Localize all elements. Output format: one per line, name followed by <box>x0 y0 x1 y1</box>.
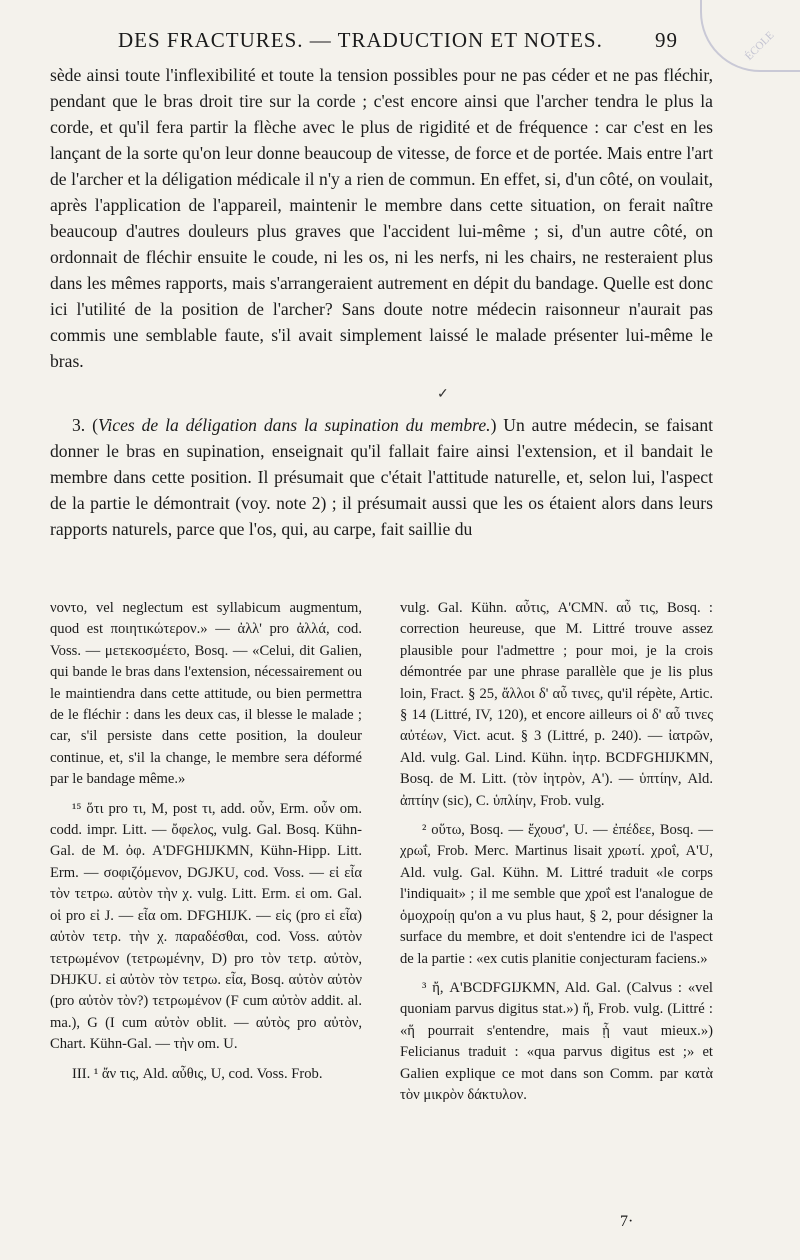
page-number: 99 <box>655 28 678 52</box>
footnotes-left-column <box>50 598 362 1085</box>
stamp-text: ÉCOLE <box>742 29 777 63</box>
running-header <box>118 28 678 54</box>
note-III-1: III. ¹ ἄν τις, Ald. αὖθις, U, cod. Voss. Frob. <box>72 1065 323 1082</box>
running-title: DES FRACTURES. — TRADUCTION ET NOTES. <box>118 28 603 52</box>
note-continuation: νοντο, vel neglectum est syllabicum augmentum, quod est ποιητικώτερον.» — ἀλλ' pro ἀλλά, cod. Voss. — μετεκοσμέετο, Bosq. — «Celui, dit Galien, qui bande le bras dans l'extension, nécessairement ou le maintiendra dans cette attitude, ou bien permettra de le fléchir : dans les deux cas, il blesse le malade ; car, s'il persiste dans cette position, la douleur continue, et, s'il la change, le membre sera déformé par le bandage même.» <box>50 600 362 788</box>
paragraph-2 <box>50 412 713 542</box>
section-mark: ✓ <box>437 387 449 402</box>
paragraph-2-heading: Vices de la déligation dans la supination du membre. <box>97 415 491 435</box>
paragraph-2-body: ) Un autre médecin, se faisant donner le bras en supination, enseignait qu'il fallait faire ainsi l'extension, et il bandait le membre dans cette position. Il présumait que c'était l'attitude naturelle, et, selon lui, l'aspect de la partie le démontrait (voy. note 2) ; il présumait aussi que les os étaient alors dans leurs rapports naturels, parce que l'os, qui, au carpe, fait saillie du <box>50 415 714 539</box>
paragraph-1: sède ainsi toute l'inflexibilité et toute la tension possibles pour ne pas céder et ne pas fléchir, pendant que le bras droit tire sur la corde ; c'est encore ainsi que l'archer tendra le plus la corde, et qu'il fera partir la flèche avec le plus de rigidité et de fréquence : car c'est en les lançant de la sorte qu'on leur donne beaucoup de vitesse, de force et de portée. Mais entre l'art de l'archer et la déligation médicale il n'y a rien de commun. En effet, si, d'un côté, on voulait, après l'application de l'appareil, maintenir le membre dans cette situation, on ferait naître beaucoup d'autres douleurs plus graves que l'accident lui-même ; si, d'un autre côté, on ordonnait de fléchir ensuite le coude, ni les os, ni les nerfs, ni les chairs, ne resteraient plus dans les mêmes rapports, mais s'arrangeraient autrement en dépit du bandage. Quelle est donc ici l'utilité de la position de l'archer? Sans doute notre médecin raisonneur n'aurait pas commis une semblable faute, s'il avait simplement laissé le malade présenter lui-même le bras. <box>50 65 713 371</box>
note-1-continued: vulg. Gal. Kühn. αὖτις, A'CMN. αὖ τις, Bosq. : correction heureuse, que M. Littré trouve assez plausible pour l'admettre ; pour moi, je la crois démontrée par une phrase parallèle que je lis plus loin, Fract. § 25, ἄλλοι δ' αὖ τινες, qu'il répète, Artic. § 14 (Littré, IV, 120), et encore ailleurs οἱ δ' αὖ τινες αὐτέων, Vict. acut. § 3 (Littré, p. 240). — ἰατρῶν, Ald. vulg. Gal. Lind. Kühn. ἰητρ. BCDFGHIJKMN, Bosq. de M. Litt. (τὸν ἰητρὸν, A'). — ὑπτίην, Ald. ἀπτίην (sic), C. ὑπλίην, Frob. vulg. <box>400 600 713 809</box>
main-text <box>50 62 713 542</box>
signature-mark: 7· <box>620 1213 634 1230</box>
library-stamp <box>700 0 800 72</box>
note-3: ³ ἤ, A'BCDFGIJKMN, Ald. Gal. (Calvus : «vel quoniam parvus digitus stat.») ἥ, Frob. vulg. (Littré : «ἥ pourrait s'entendre, mais ᾗ vaut mieux.») Felicianus traduit : «qua parvus digitus est ;» et Galien explique ce mot dans son Comm. par κατὰ τὸν μικρὸν δάκτυλον. <box>400 979 713 1103</box>
note-15: ¹⁵ ὅτι pro τι, M, post τι, add. οὖν, Erm. οὖν om. codd. impr. Litt. — ὄφελος, vulg. Gal. Bosq. Kühn-Gal. de M. ὀφ. A'DFGHIJKMN, Kühn-Hipp. Litt. Erm. — σοφιζόμενον, DGJKU, cod. Voss. — εἰ εἶα τὸν τετρω. αὐτὸν τὴν χ. vulg. Litt. Erm. εἰ om. Gal. οἱ pro εἰ J. — εἶα om. DFGHIJK. — εἰς (pro εἰ εἶα) αὐτὸν τετρ. τὴν χ. παραδέσθαι, cod. Voss. αὐτὸν τετρωμένον (τετρωμένην, D) pro τὸν τετρ. αὐτὸν, DHJKU. εἰ αὐτὸν τὸν τετρω. εἶα, Bosq. αὐτὸν αὐτὸν (pro αὐτὸν τὸν?) τετρωμένον (F cum αὐτὸν addit. al. ma.), G (I cum αὐτὸν oblit. — αὐτὸς pro αὐτὸν, Chart. Kühn-Gal. — τὴν om. U. <box>50 800 362 1053</box>
footnotes-right-column <box>400 598 713 1106</box>
note-2: ² οὕτω, Bosq. — ἔχουσ', U. — ἐπέδεε, Bosq. — χρωΐ, Frob. Merc. Martinus lisait χρωτί. χροΐ, A'U, Ald. vulg. Gal. Kühn. M. Littré traduit «le corps l'indiquait» ; il me semble que χροΐ est l'analogue de ὁμοχροίῃ qu'on a vu plus haut, § 2, pour désigner la surface du membre, et doit s'entendre ici de l'aspect de la partie : «ex cutis planitie conjecturam faciens.» <box>400 822 713 967</box>
paragraph-2-number: 3. ( <box>72 415 98 435</box>
